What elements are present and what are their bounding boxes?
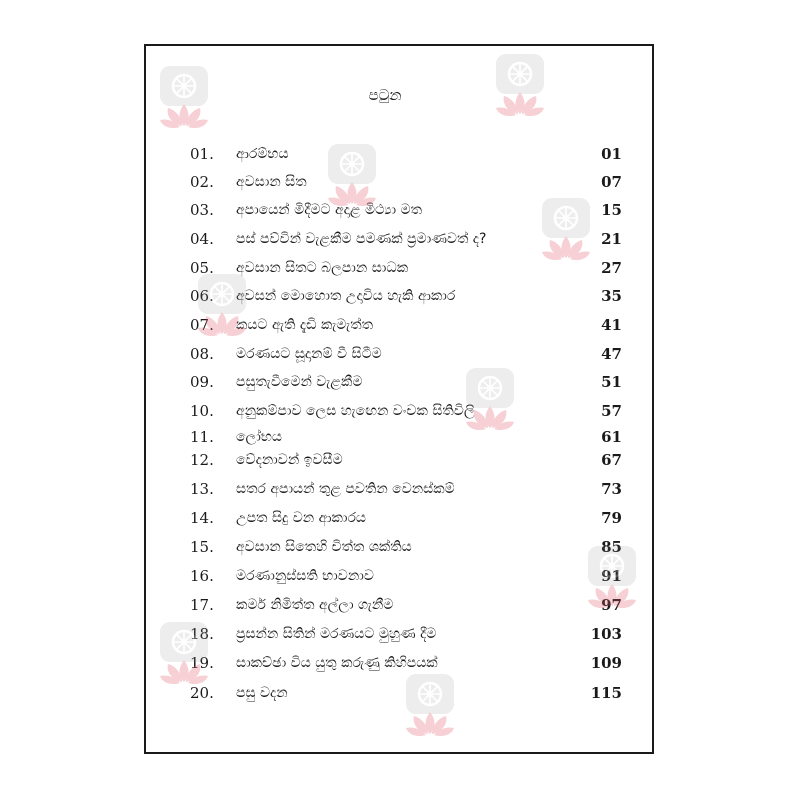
toc-entry-page: 73 bbox=[601, 480, 622, 498]
toc-entry bbox=[190, 651, 622, 675]
toc-entry-title: වේදනාවන් ඉවසීම bbox=[236, 452, 343, 468]
toc-entry bbox=[190, 342, 622, 366]
toc-entry-number: 19. bbox=[190, 654, 214, 672]
toc-entry-title: අවසන් මොහොත උදාවිය හැකි ආකාර bbox=[236, 288, 456, 304]
toc-entry-page: 51 bbox=[601, 373, 622, 391]
toc-entry bbox=[190, 370, 622, 394]
toc-entry-page: 109 bbox=[590, 654, 622, 672]
toc-entry-number: 12. bbox=[190, 451, 214, 469]
toc-entry-page: 41 bbox=[601, 316, 622, 334]
toc-entry-title: පස් පව්වින් වැළකීම පමණක් ප්‍රමාණවත් ද? bbox=[236, 231, 487, 247]
toc-entry-page: 21 bbox=[601, 230, 622, 248]
toc-entry-page: 35 bbox=[601, 287, 622, 305]
toc-entry-title: කයට ඇති දැඩි කැමැත්ත bbox=[236, 317, 373, 333]
toc-entry bbox=[190, 564, 622, 588]
toc-entry-title: පසුතැවීමෙන් වැළකීම bbox=[236, 374, 363, 390]
toc-entry-page: 15 bbox=[601, 201, 622, 219]
toc-entry bbox=[190, 681, 622, 705]
toc-entry bbox=[190, 198, 622, 222]
document-page bbox=[144, 44, 654, 754]
toc-entry bbox=[190, 227, 622, 251]
toc-entry-title: අවසාන සිත bbox=[236, 174, 307, 190]
toc-entry-number: 14. bbox=[190, 509, 214, 527]
toc-entry-title: අවසාන සිතට බලපාන සාධක bbox=[236, 260, 409, 276]
toc-entry bbox=[190, 284, 622, 308]
toc-entry-title: අවසාන සිතෙහි චිත්ත ශක්තිය bbox=[236, 539, 412, 555]
toc-entry-page: 07 bbox=[601, 173, 622, 191]
toc-entry bbox=[190, 425, 622, 449]
toc-entry-title: සාකච්ඡා විය යුතු කරුණු කිහිපයක් bbox=[236, 655, 438, 671]
toc-entry-number: 06. bbox=[190, 287, 214, 305]
toc-entry-number: 20. bbox=[190, 684, 214, 702]
toc-entry-page: 47 bbox=[601, 345, 622, 363]
toc-entry-number: 04. bbox=[190, 230, 214, 248]
toc-entry-page: 85 bbox=[601, 538, 622, 556]
toc-entry-number: 03. bbox=[190, 201, 214, 219]
toc-entry-page: 79 bbox=[601, 509, 622, 527]
toc-entry-number: 16. bbox=[190, 567, 214, 585]
toc-entry bbox=[190, 256, 622, 280]
toc-entry-title: මරණයට සූදානම් වී සිටීම bbox=[236, 346, 382, 362]
toc-entry-number: 10. bbox=[190, 402, 214, 420]
toc-entry-page: 115 bbox=[590, 684, 622, 702]
toc-entry-title: අනුකම්පාව ලෙස හැඟෙන වංචක සිතිවිලි bbox=[236, 403, 475, 419]
toc-entry-page: 61 bbox=[601, 428, 622, 446]
toc-entry-number: 15. bbox=[190, 538, 214, 556]
toc-entry bbox=[190, 593, 622, 617]
toc-entry-title: ලෝභය bbox=[236, 429, 282, 445]
toc-entry bbox=[190, 477, 622, 501]
toc-entry bbox=[190, 399, 622, 423]
toc-entry-page: 67 bbox=[601, 451, 622, 469]
toc-entry-page: 27 bbox=[601, 259, 622, 277]
toc-entry-number: 18. bbox=[190, 625, 214, 643]
toc-entry-page: 91 bbox=[601, 567, 622, 585]
toc-entry-number: 08. bbox=[190, 345, 214, 363]
toc-entry-page: 103 bbox=[590, 625, 622, 643]
toc-entry bbox=[190, 448, 622, 472]
toc-entry-title: ප්‍රසන්න සිතින් මරණයට මුහුණ දීම bbox=[236, 626, 437, 642]
toc-entry-title: අපායෙන් මිදීමට අදාළ මිථ්‍යා මත bbox=[236, 202, 422, 218]
toc-entry bbox=[190, 170, 622, 194]
toc-entry-title: කර්ම නිමිත්ත අල්ලා ගැනීම bbox=[236, 597, 394, 613]
toc-entry-number: 13. bbox=[190, 480, 214, 498]
toc-entry-number: 11. bbox=[190, 428, 214, 446]
toc-entry-title: සතර අපායන් තුළ පවතින වෙනස්කම් bbox=[236, 481, 455, 497]
toc-entry bbox=[190, 142, 622, 166]
toc-entry-page: 57 bbox=[601, 402, 622, 420]
toc-entry-number: 17. bbox=[190, 596, 214, 614]
toc-entry-title: මරණානුස්සති භාවනාව bbox=[236, 568, 374, 584]
toc-entry-page: 97 bbox=[601, 596, 622, 614]
toc-entry bbox=[190, 313, 622, 337]
toc-entry-number: 05. bbox=[190, 259, 214, 277]
toc-entry-number: 02. bbox=[190, 173, 214, 191]
toc-entry-title: උපත සිදු වන ආකාරය bbox=[236, 510, 366, 526]
toc-entry-title: ආරම්භය bbox=[236, 146, 289, 162]
toc-entry bbox=[190, 622, 622, 646]
toc-entry-title: පසු වදන bbox=[236, 685, 288, 701]
toc-entry bbox=[190, 535, 622, 559]
toc-entry-number: 01. bbox=[190, 145, 214, 163]
toc-entry-number: 09. bbox=[190, 373, 214, 391]
toc-entry bbox=[190, 506, 622, 530]
toc-entry-number: 07. bbox=[190, 316, 214, 334]
page-title: පටුන bbox=[368, 86, 402, 104]
toc-entry-page: 01 bbox=[601, 145, 622, 163]
